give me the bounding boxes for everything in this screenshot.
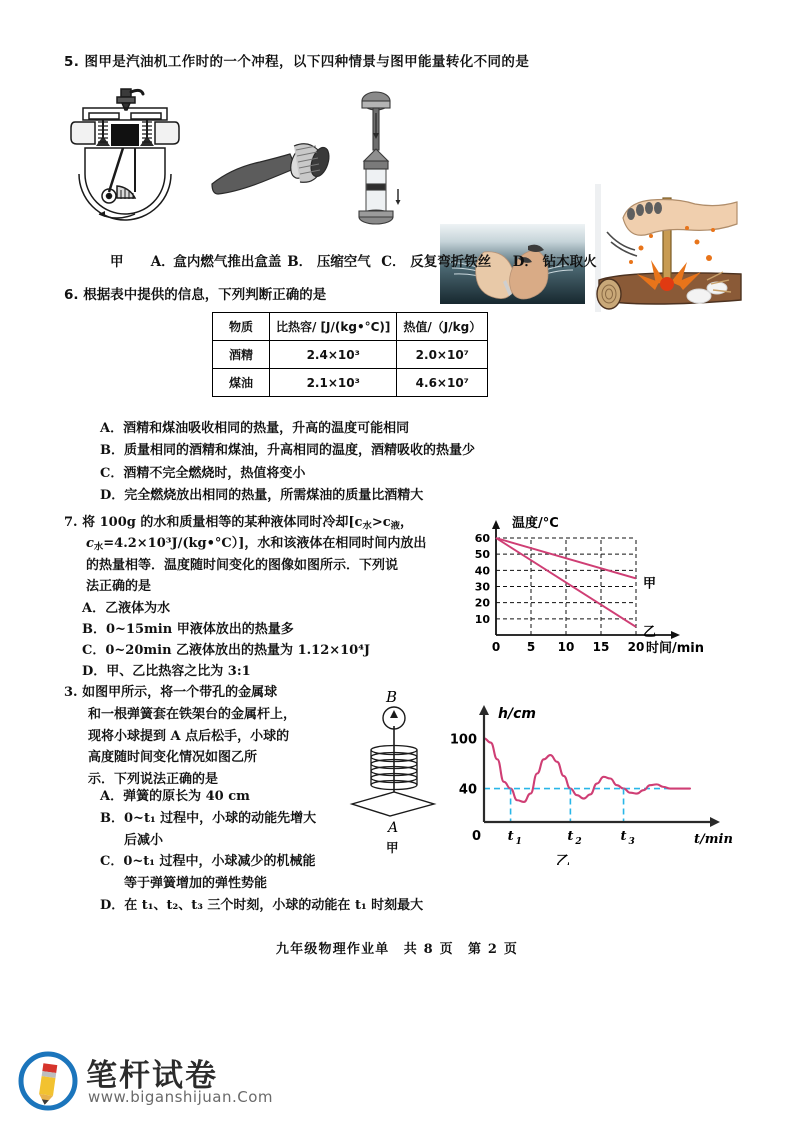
option-7-a-key: A． [82,601,106,617]
question-6-text: 根据表中提供的信息，下列判断正确的是 [83,287,327,303]
option-6-c-text: 酒精不完全燃烧时，热值将变小 [123,465,306,481]
svg-text:乙: 乙 [643,624,657,640]
option-8-b-text: 0~t₁ 过程中，小球的动能先增大 [124,810,317,826]
svg-text:t: t [567,829,574,844]
question-5-figures [60,84,750,239]
cell-c-kerosene: 2.1×10³ [270,369,397,397]
subscript-water-2: 水 [93,541,104,553]
option-5-d-text[interactable]: 钻木取火 [542,254,597,270]
page-footer: 九年级物理作业单 共 8 页 第 2 页 [275,942,519,957]
option-6-c-key: C． [100,465,124,481]
option-8-d[interactable] [100,895,524,917]
question-5-options [110,250,770,270]
question-7-stem-line-1 [64,512,464,533]
header-heat-value: 热值/（J/kg） [397,313,488,341]
svg-text:1: 1 [515,837,522,847]
option-8-b-cont: 后减小 [124,832,164,848]
svg-text:40: 40 [458,782,477,798]
question-7-options [64,598,464,682]
question-5-number: 5. [64,54,80,70]
fire-syringe-figure [350,89,398,229]
cell-q-kerosene: 4.6×10⁷ [397,369,488,397]
option-6-a-text: 酒精和煤油吸收相同的热量，升高的温度可能相同 [123,421,410,436]
option-8-c-cont: 等于弹簧增加的弹性势能 [124,876,268,892]
option-6-b-text: 质量相同的酒精和煤油，升高相同的温度，酒精吸收的热量少 [124,443,476,459]
option-5-a-key[interactable]: A． [150,254,175,270]
question-7-stem-line-2 [64,533,464,554]
table-header-row [213,313,488,341]
symbol-c: c [86,536,94,552]
option-5-b-text[interactable]: 压缩空气 [316,254,371,270]
question-6-options [100,418,740,507]
question-5-text: 图甲是汽油机工作时的一个冲程，以下四种情景与图甲能量转化不同的是 [84,54,530,70]
svg-text:10: 10 [557,640,575,654]
option-5-c-text[interactable]: 反复弯折铁丝 [410,254,492,270]
option-5-c-key[interactable]: C． [381,254,406,270]
question-8-stem-line-5: 示．下列说法正确的是 [88,772,219,788]
question-5 [64,50,744,70]
option-7-d-key: D． [82,664,107,680]
question-7 [64,512,464,682]
question-8-stem-line-2: 和一根弹簧套在铁架台的金属杆上， [88,706,297,722]
height-time-chart [432,690,752,865]
svg-text:30: 30 [474,580,490,594]
svg-text:乙: 乙 [556,854,570,865]
option-8-d-text: 在 t₁、t₂、t₃ 三个时刻，小球的动能在 t₁ 时刻最大 [124,898,424,914]
svg-text:t/min: t/min [694,832,733,847]
option-7-d-text: 甲、乙比热容之比为 3:1 [106,664,251,680]
option-6-d-text: 完全燃烧放出相同的热量，所需煤油的质量比酒精大 [124,488,424,504]
header-substance: 物质 [213,313,270,341]
option-6-c[interactable] [100,463,740,485]
option-6-a[interactable] [100,418,740,440]
svg-text:甲: 甲 [643,576,657,592]
option-7-a-text: 乙液体为水 [105,601,171,617]
option-7-b-text: 0~15min 甲液体放出的热量多 [106,622,294,638]
option-6-d-key: D． [100,488,125,504]
svg-text:5: 5 [526,640,536,654]
table-row [213,369,488,397]
option-6-b-key: B． [100,443,124,459]
svg-text:h/cm: h/cm [498,706,536,722]
svg-text:10: 10 [474,612,490,626]
option-7-b[interactable] [64,619,464,640]
question-8-stem-line-4: 高度随时间变化情况如图乙所 [88,750,258,766]
option-8-d-key: D． [100,898,125,914]
question-7-stem-line-4: 法正确的是 [86,579,152,595]
gasoline-engine-diagram [65,86,185,231]
cell-substance-alcohol: 酒精 [213,341,270,369]
svg-text:t: t [620,829,627,844]
cell-q-alcohol: 2.0×10⁷ [397,341,488,369]
question-7-number: 7. [64,515,78,530]
svg-text:t: t [507,829,514,844]
tin-and-lid-figure [210,132,330,202]
svg-text:100: 100 [449,732,477,748]
question-8-text-1: 如图甲所示，将一个带孔的金属球 [82,685,278,700]
svg-text:20: 20 [627,640,645,654]
watermark [18,1048,278,1116]
header-specific-heat: 比热容/ [J/(kg•°C)] [270,313,397,341]
option-8-a-text: 弹簧的原长为 40 cm [123,789,250,804]
question-7-text-2: =4.2×10³J/(kg•°C）]，水和该液体在相同时间内放出 [103,536,427,552]
question-6 [64,283,744,303]
label-b: B [386,688,398,706]
watermark-url: www.biganshijuan.Com [88,1088,273,1106]
question-7-stem-line-3: 的热量相等．温度随时间变化的图像如图所示．下列说 [86,557,399,573]
svg-text:40: 40 [474,564,490,578]
option-8-c-key: C． [100,854,124,870]
svg-text:15: 15 [592,640,610,654]
svg-text:2: 2 [575,837,582,847]
option-7-c-key: C． [82,643,106,659]
question-7-text-1c: ， [400,515,414,530]
option-7-c-text: 0~20min 乙液体放出的热量为 1.12×10⁴J [105,643,371,659]
option-7-a[interactable] [64,598,464,619]
question-7-text-1b: >c [371,515,391,530]
svg-text:温度/°C: 温度/°C [512,516,559,531]
pencil-in-circle-icon [18,1050,78,1112]
option-8-a-key: A． [100,789,124,804]
watermark-brand: 笔杆试卷 [86,1058,218,1094]
apparatus-caption: 甲 [386,840,399,855]
table-row [213,341,488,369]
question-6-number: 6. [64,287,79,303]
svg-text:0: 0 [491,640,501,654]
option-7-d[interactable] [64,661,464,682]
question-6-stem [64,283,744,303]
svg-text:20: 20 [474,596,490,610]
specific-heat-table [212,312,488,397]
option-8-b-key: B． [100,810,124,826]
svg-text:时间/min: 时间/min [646,641,705,656]
question-8-stem-line-3: 现将小球提到 A 点后松手，小球的 [88,728,290,744]
question-7-text-1: 将 100g 的水和质量相等的某种液体同时冷却[c [82,515,363,530]
svg-text:0: 0 [472,829,482,844]
option-8-c[interactable] [100,851,430,873]
option-5-b-key[interactable]: B． [287,254,313,270]
figure-caption-jia: 甲 [110,254,124,270]
label-a: A [388,820,399,836]
svg-text:60: 60 [474,532,490,545]
temperature-time-chart [458,505,748,670]
option-8-c-text: 0~t₁ 过程中，小球减少的机械能 [123,854,316,870]
option-7-c[interactable] [64,640,464,661]
option-6-b[interactable] [100,440,740,462]
option-5-a-text[interactable]: 盒内燃气推出盒盖 [173,254,282,270]
option-6-a-key: A． [100,421,124,436]
subscript-liquid: 液 [390,520,400,532]
option-7-b-key: B． [82,622,106,638]
question-8-number: 3. [64,685,78,700]
cell-c-alcohol: 2.4×10³ [270,341,397,369]
cell-substance-kerosene: 煤油 [213,369,270,397]
option-5-d-key[interactable]: D． [512,254,538,270]
svg-text:3: 3 [628,837,635,847]
subscript-water-1: 水 [362,520,372,532]
question-5-stem [64,50,744,70]
svg-text:50: 50 [474,548,490,562]
